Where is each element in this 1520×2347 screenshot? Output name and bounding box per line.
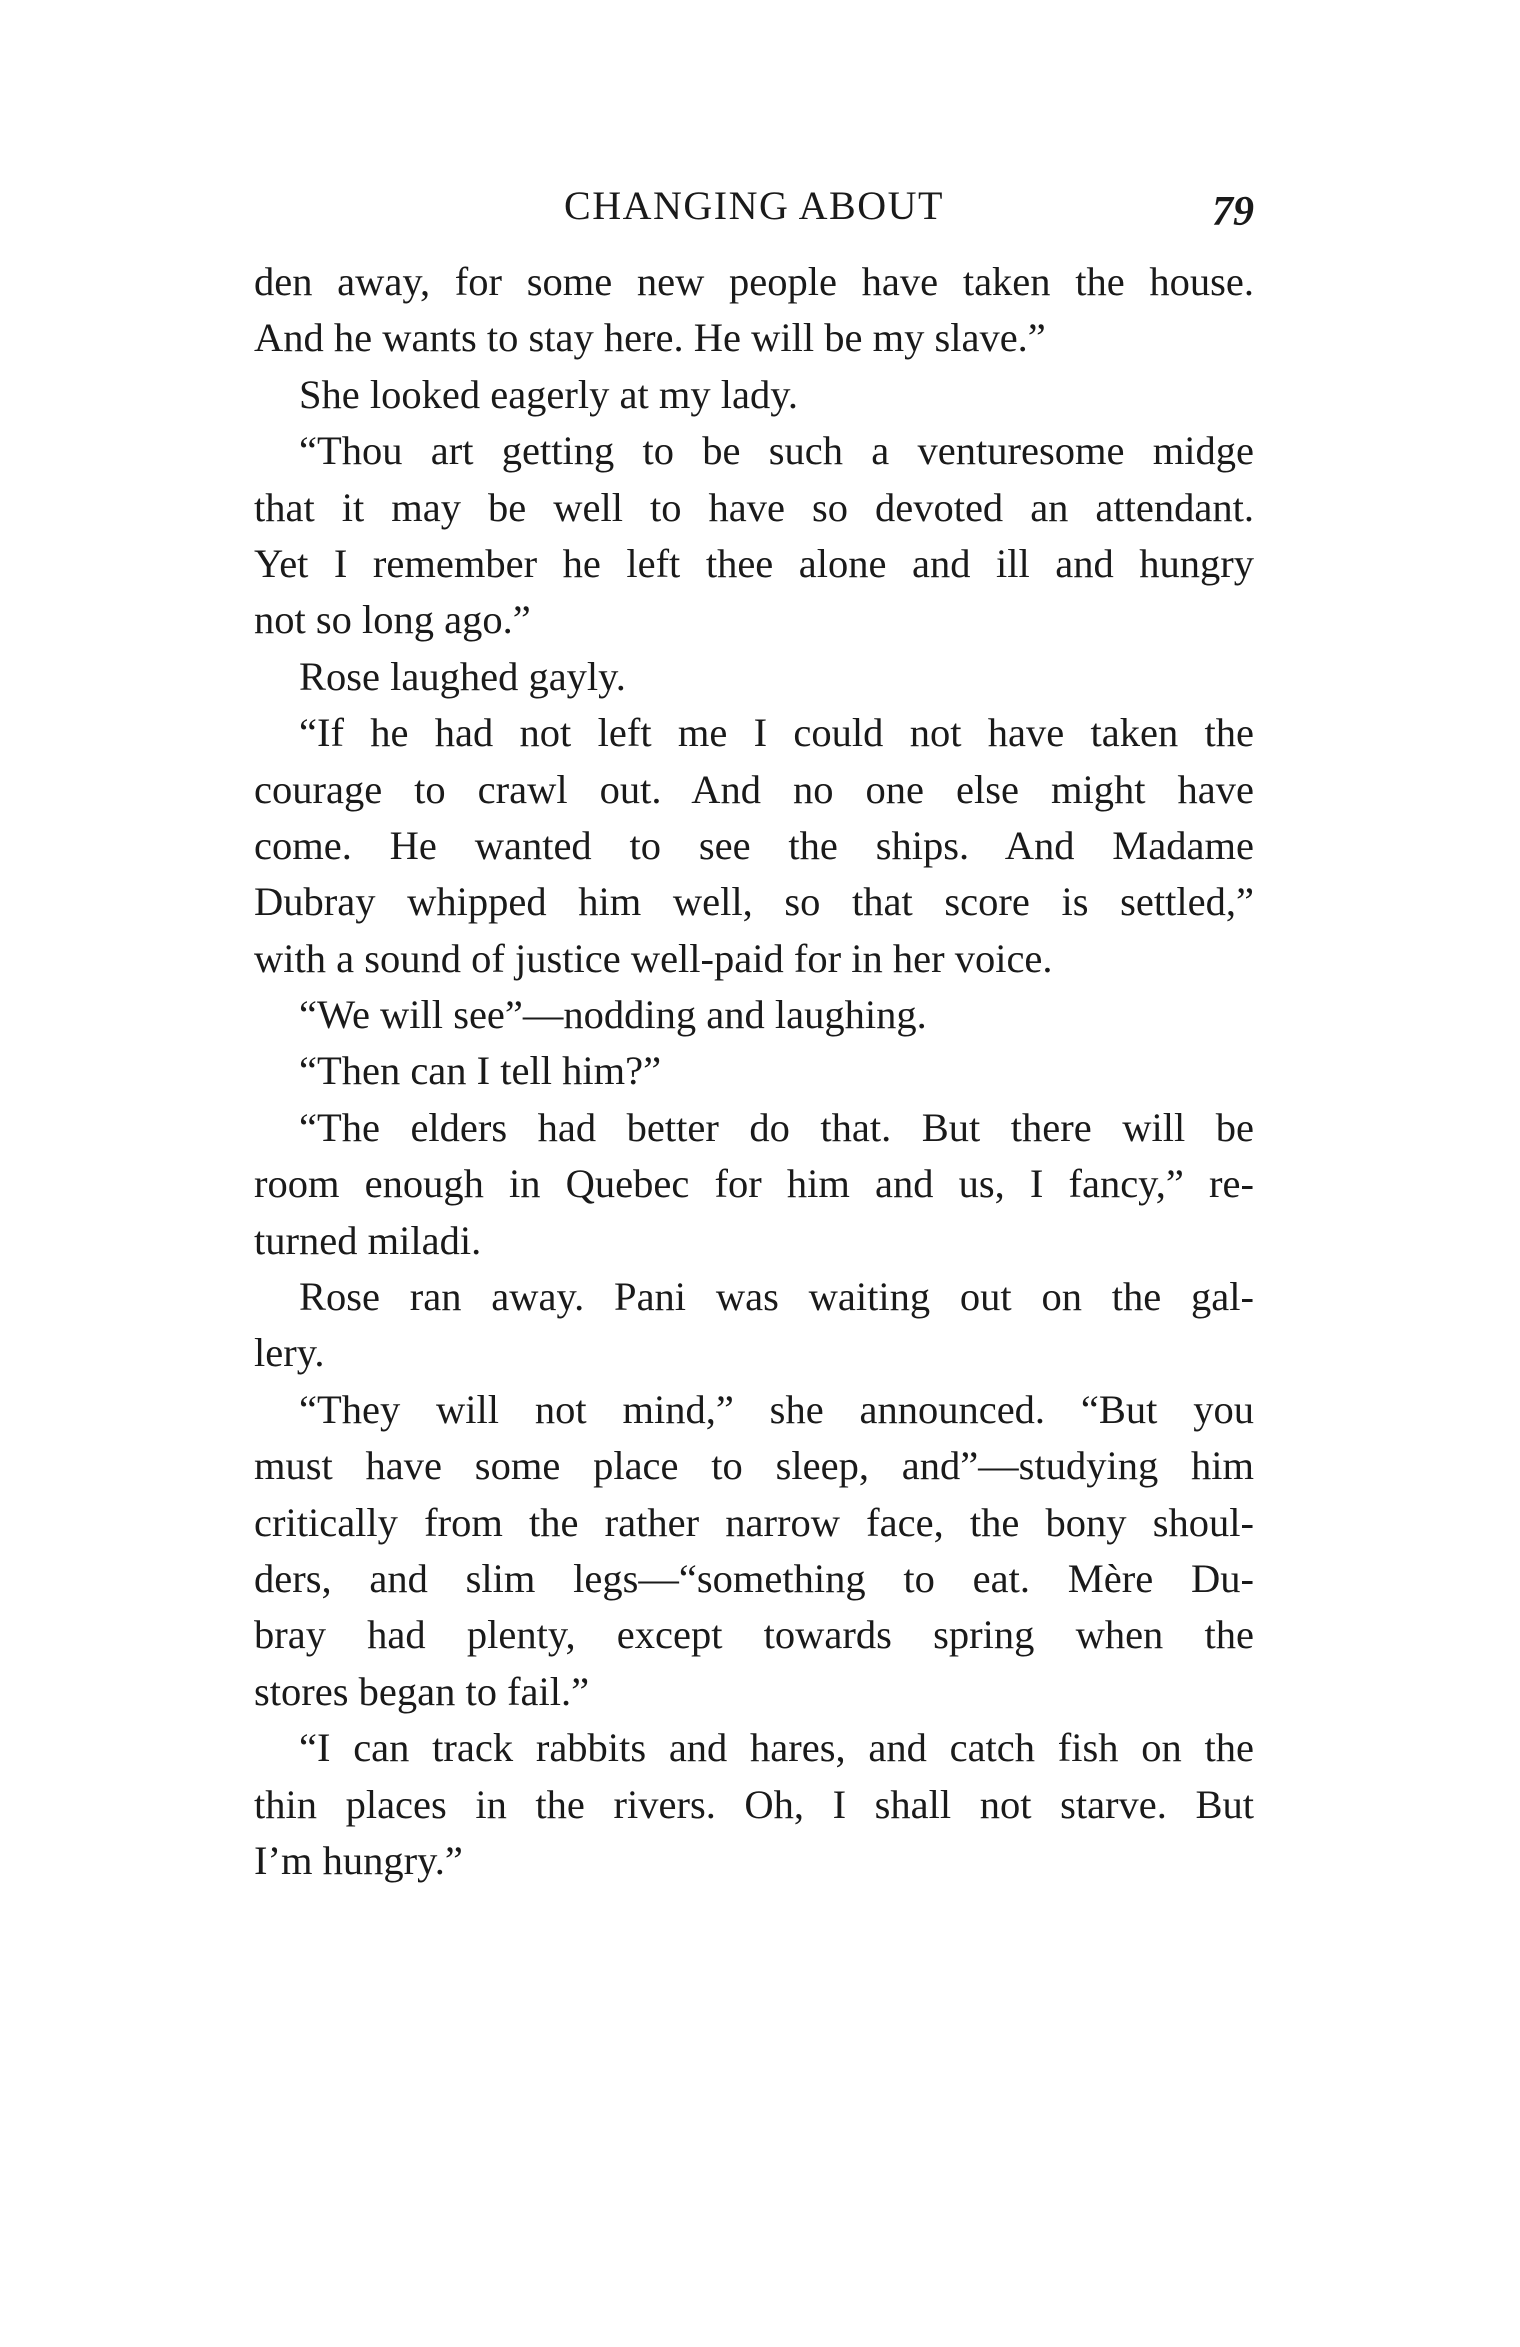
text-line: lery.: [254, 1330, 325, 1376]
text-line: critically from the rather narrow face, the bony shoul-: [254, 1499, 1254, 1545]
text-line: Rose ran away. Pani was waiting out on the gal-: [299, 1274, 1254, 1320]
text-line: ders, and slim legs—“something to eat. Mère Du-: [254, 1555, 1254, 1601]
text-line: “If he had not left me I could not have taken the: [299, 710, 1254, 756]
text-line: bray had plenty, except towards spring when the: [254, 1612, 1254, 1658]
text-line: She looked eagerly at my lady.: [299, 371, 798, 417]
text-line: “The elders had better do that. But there will be: [299, 1104, 1254, 1150]
body-text: [254, 254, 1254, 1889]
text-line: den away, for some new people have taken the house.: [254, 259, 1254, 304]
text-line: turned miladi.: [254, 1217, 482, 1263]
text-line: that it may be well to have so devoted an attendant.: [254, 484, 1254, 530]
running-title: CHANGING ABOUT: [564, 183, 944, 228]
page-number: 79: [1212, 189, 1254, 235]
text-line: not so long ago.”: [254, 597, 531, 643]
text-line: “We will see”—nodding and laughing.: [299, 992, 927, 1038]
text-line: “Then can I tell him?”: [299, 1048, 662, 1094]
text-line: “They will not mind,” she announced. “But you: [299, 1386, 1254, 1432]
text-line: “Thou art getting to be such a venturesome midge: [299, 428, 1254, 474]
text-line: must have some place to sleep, and”—studying him: [254, 1443, 1254, 1489]
text-line: Rose laughed gayly.: [299, 653, 626, 699]
text-line: Yet I remember he left thee alone and ill and hungry: [254, 540, 1254, 586]
text-line: with a sound of justice well-paid for in her voice.: [254, 935, 1053, 981]
text-line: thin places in the rivers. Oh, I shall not starve. But: [254, 1781, 1254, 1827]
text-line: And he wants to stay here. He will be my slave.”: [254, 315, 1046, 361]
text-line: I’m hungry.”: [254, 1837, 463, 1883]
text-line: room enough in Quebec for him and us, I fancy,” re-: [254, 1161, 1254, 1207]
text-line: Dubray whipped him well, so that score is settled,”: [254, 879, 1254, 925]
text-line: stores began to fail.”: [254, 1668, 590, 1714]
text-line: courage to crawl out. And no one else might have: [254, 766, 1254, 812]
text-line: “I can track rabbits and hares, and catch fish on the: [299, 1725, 1254, 1771]
text-line: come. He wanted to see the ships. And Madame: [254, 822, 1254, 868]
running-head: [254, 176, 1254, 236]
